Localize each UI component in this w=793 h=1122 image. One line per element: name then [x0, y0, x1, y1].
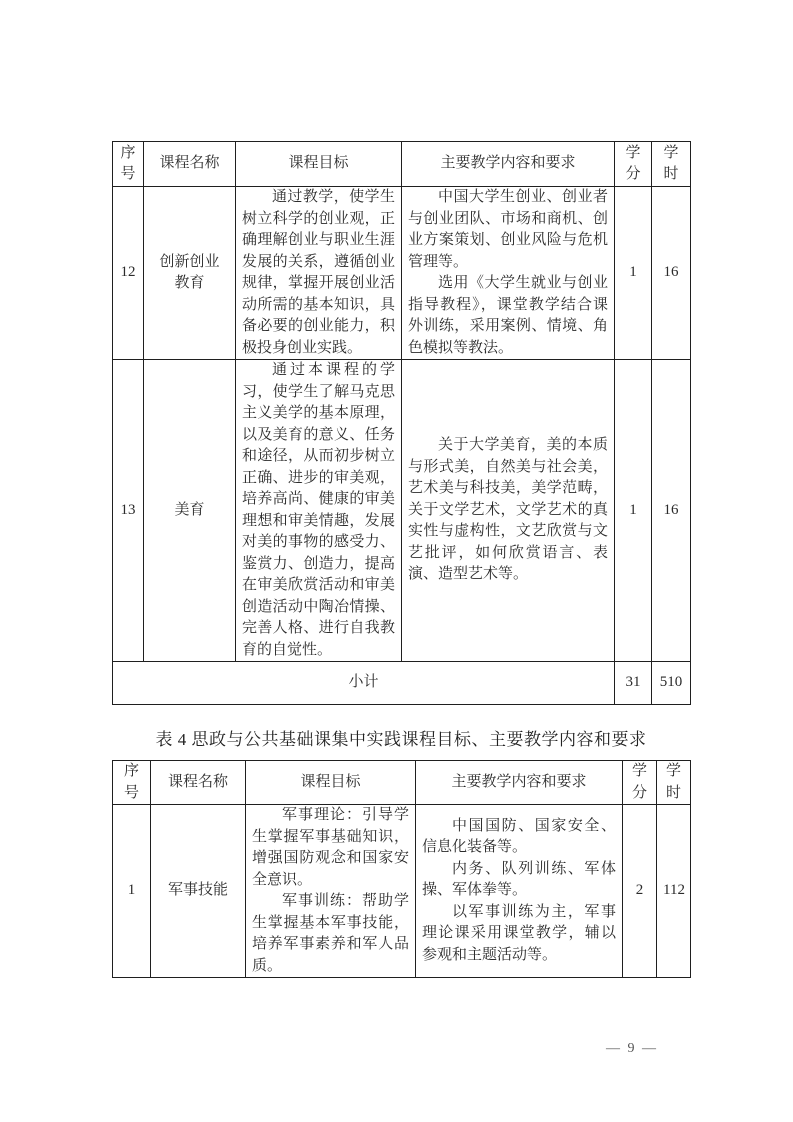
cell-content — [402, 187, 615, 360]
header-row — [113, 761, 691, 805]
subtotal-hours-cell: 510 — [652, 662, 691, 705]
content-paragraph: 以军事训练为主，军事理论课采用课堂教学，辅以参观和主题活动等。 — [422, 903, 616, 963]
column-header-content: 主要教学内容和要求 — [416, 761, 623, 805]
cell-course-name: 美育 — [144, 360, 236, 662]
content-paragraph: 关于大学美育，美的本质与形式美，自然美与社会美，艺术美与科技美，美学范畴，关于文学艺术，文学艺术的真实性与虚构性，文艺欣赏与文艺批评，如何欣赏语言、表演、造型艺术等。 — [408, 437, 608, 583]
content-paragraph: 内务、队列训练、军体操、军体拳等。 — [422, 860, 616, 899]
cell-hours: 16 — [652, 360, 691, 662]
subtotal-credits-cell: 31 — [615, 662, 652, 705]
column-header-objective: 课程目标 — [246, 761, 416, 805]
cell-credits: 2 — [623, 805, 657, 978]
objective-paragraph: 通过教学，使学生树立科学的创业观，正确理解创业与职业生涯发展的关系，遵循创业规律，掌握开展创业活动所需的基本知识，具备必要的创业能力，积极投身创业实践。 — [242, 189, 395, 356]
course-row-12 — [113, 187, 691, 360]
content-paragraph: 中国大学生创业、创业者与创业团队、市场和商机、创业方案策划、创业风险与危机管理等。 — [408, 189, 608, 270]
cell-content — [416, 805, 623, 978]
column-header-objective: 课程目标 — [236, 142, 402, 187]
column-header-index: 序号 — [113, 761, 151, 805]
column-header-credits: 学分 — [623, 761, 657, 805]
cell-objective — [236, 187, 402, 360]
cell-hours: 16 — [652, 187, 691, 360]
subtotal-row — [113, 662, 691, 705]
cell-credits: 1 — [615, 360, 652, 662]
cell-objective — [246, 805, 416, 978]
column-header-hours: 学时 — [652, 142, 691, 187]
objective-paragraph: 军事训练：帮助学生掌握基本军事技能，培养军事素养和军人品质。 — [252, 893, 409, 974]
column-header-course-name: 课程名称 — [151, 761, 246, 805]
objective-paragraph: 通过本课程的学习，使学生了解马克思主义美学的基本原理，以及美育的意义、任务和途径，从而初步树立正确、进步的审美观，培养高尚、健康的审美理想和审美情趣，发展对美的事物的感受力、鉴赏力、创造力，提高在审美欣赏活动和审美创造活动中陶冶情操、完善人格、进行自我教育的自觉性。 — [242, 362, 395, 658]
cell-course-name: 军事技能 — [151, 805, 246, 978]
cell-index: 13 — [113, 360, 144, 662]
course-row-13 — [113, 360, 691, 662]
column-header-hours: 学时 — [657, 761, 691, 805]
subtotal-label-cell: 小计 — [113, 662, 615, 705]
column-header-index: 序号 — [113, 142, 144, 187]
content-paragraph: 中国国防、国家安全、信息化装备等。 — [422, 817, 616, 856]
cell-course-name: 创新创业教育 — [144, 187, 236, 360]
cell-index: 12 — [113, 187, 144, 360]
course-row-1 — [113, 805, 691, 978]
cell-content — [402, 360, 615, 662]
cell-hours: 112 — [657, 805, 691, 978]
cell-index: 1 — [113, 805, 151, 978]
column-header-content: 主要教学内容和要求 — [402, 142, 615, 187]
objective-paragraph: 军事理论：引导学生掌握军事基础知识，增强国防观念和国家安全意识。 — [252, 807, 409, 888]
column-header-course-name: 课程名称 — [144, 142, 236, 187]
page-number: — 9 — — [606, 1041, 658, 1056]
course-table-continued — [112, 141, 691, 705]
content-paragraph: 选用《大学生就业与创业指导教程》，课堂教学结合课外训练，采用案例、情境、角色模拟等教法。 — [408, 275, 608, 356]
cell-objective — [236, 360, 402, 662]
header-row — [113, 142, 691, 187]
table4-title: 表 4 思政与公共基础课集中实践课程目标、主要教学内容和要求 — [155, 730, 647, 749]
cell-credits: 1 — [615, 187, 652, 360]
practice-course-table — [112, 760, 691, 978]
column-header-credits: 学分 — [615, 142, 652, 187]
